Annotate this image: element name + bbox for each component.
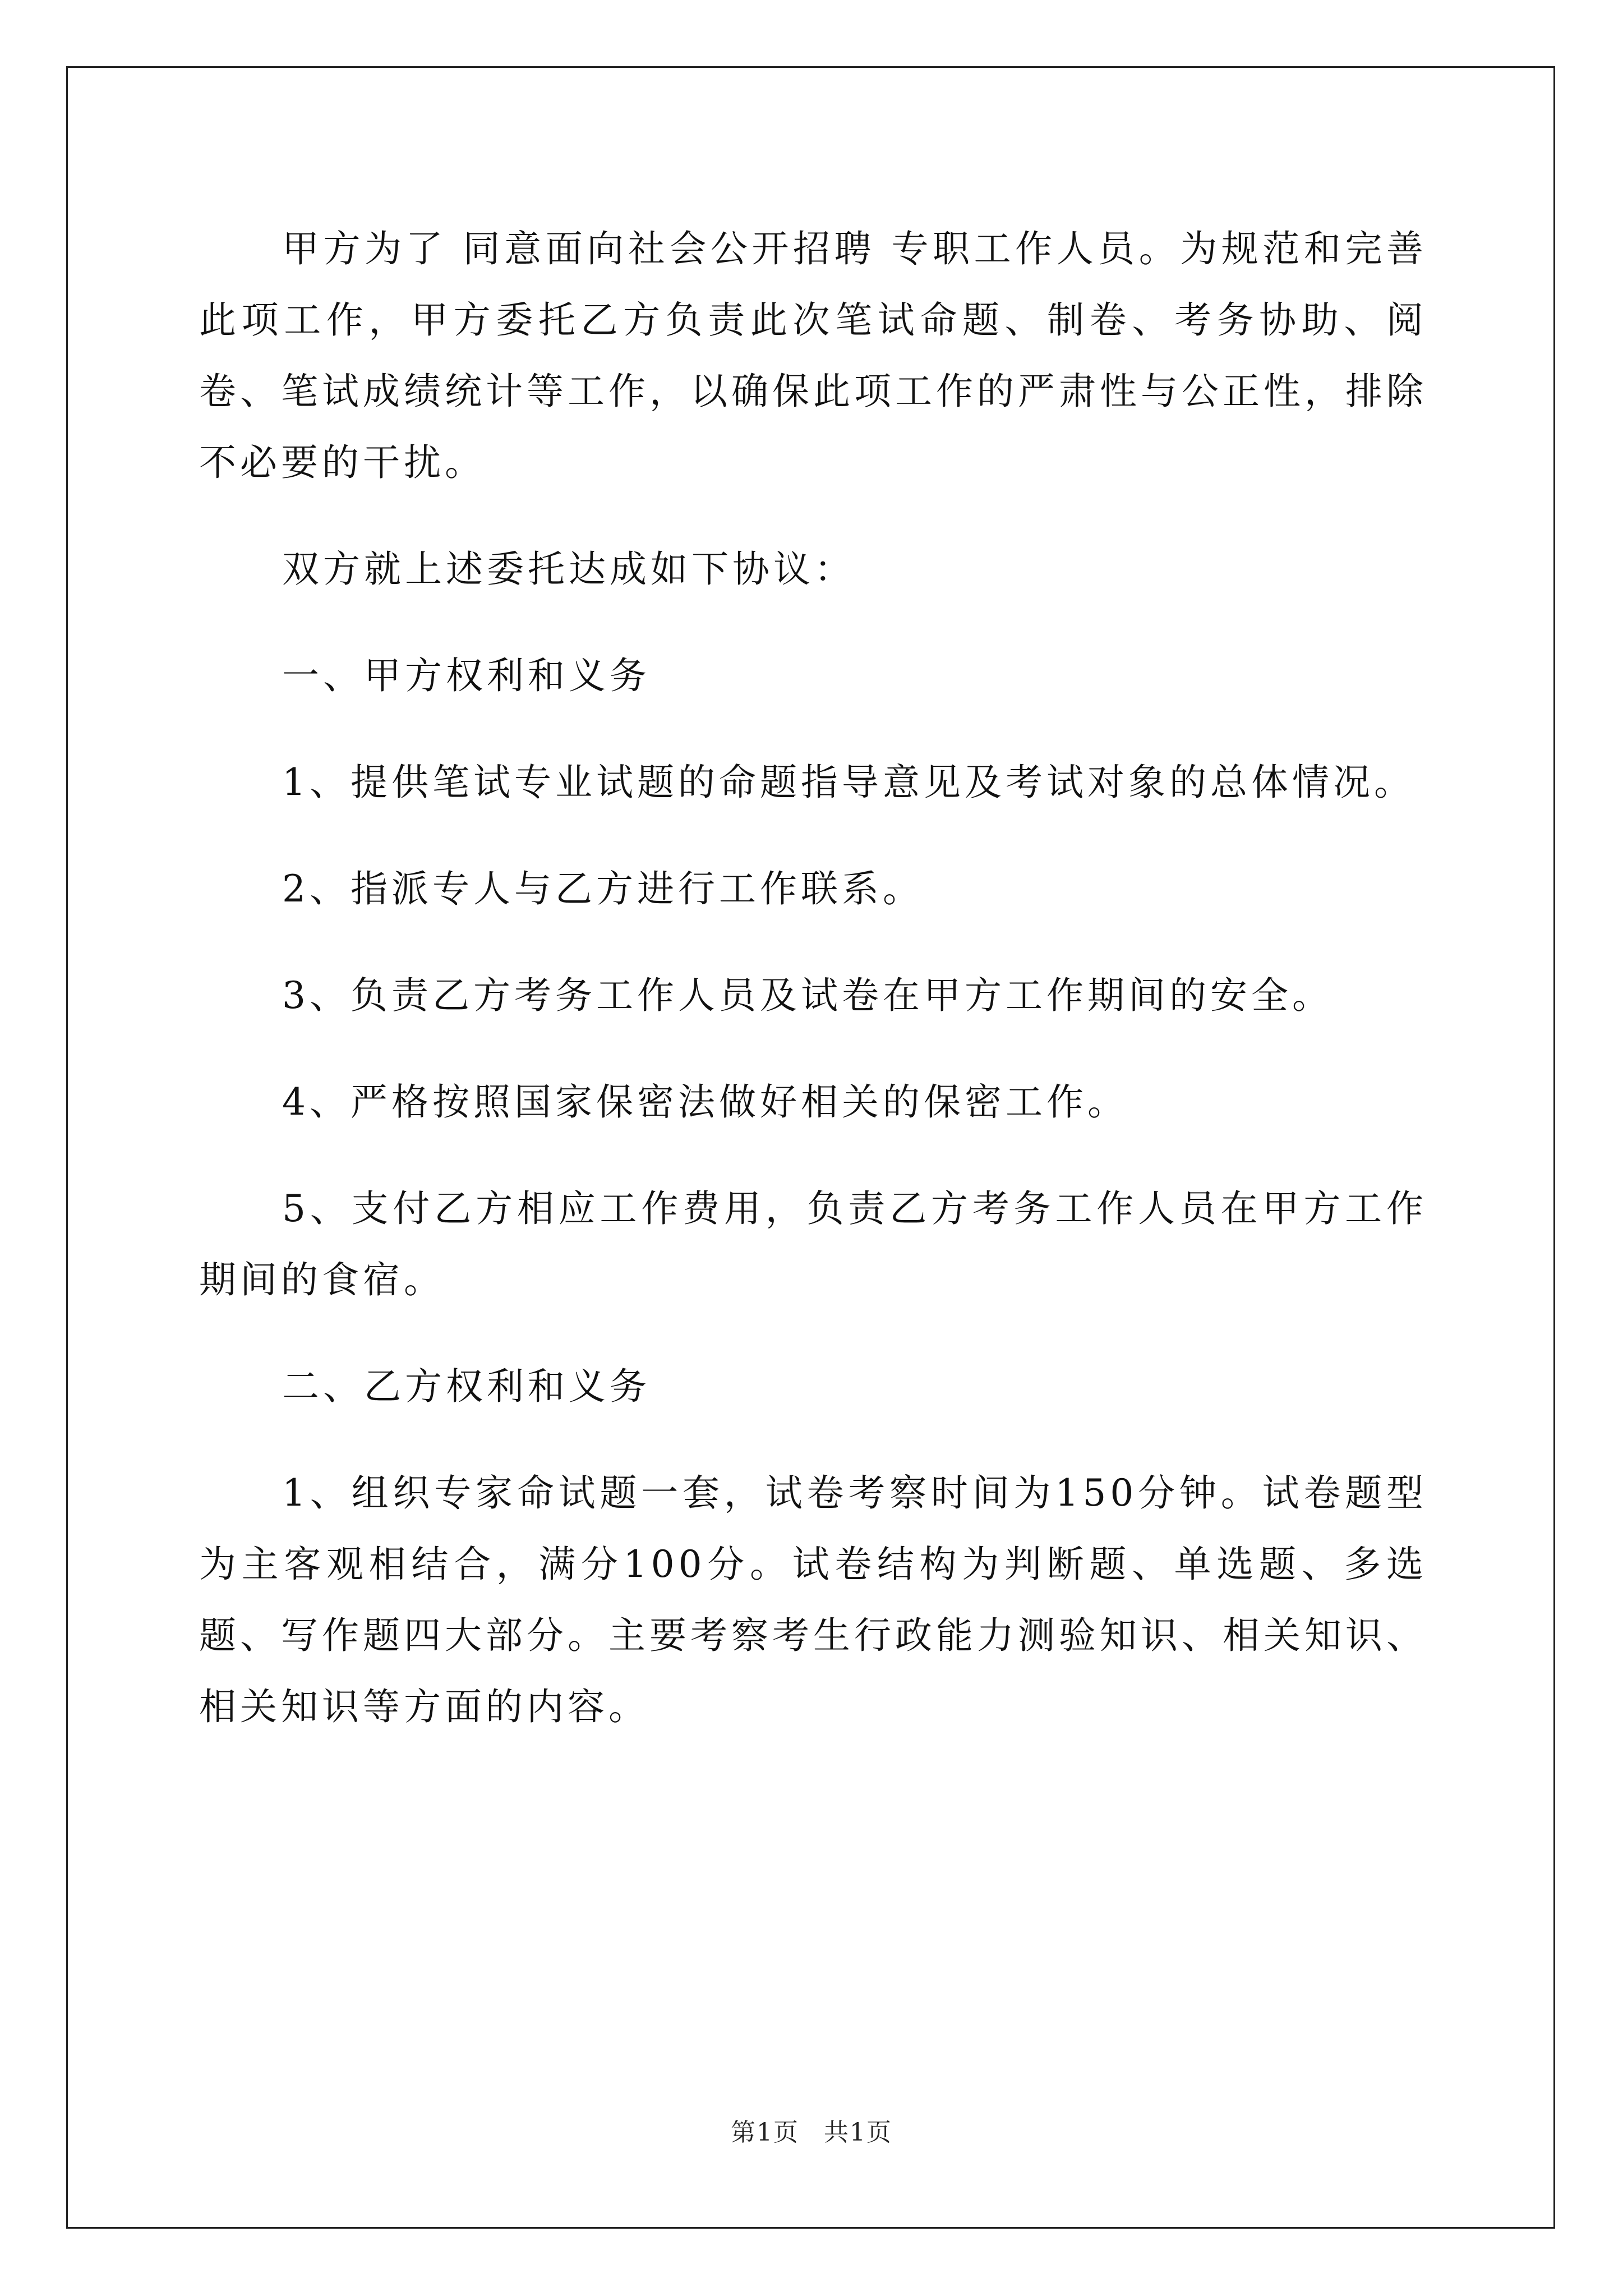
section-heading-party-b: 二、乙方权利和义务 bbox=[282, 1365, 651, 1408]
document-body bbox=[199, 213, 1427, 1778]
paragraph-intro: 甲方为了 同意面向社会公开招聘 专职工作人员。为规范和完善此项工作，甲方委托乙方负责此次笔试命题、制卷、考务协助、阅卷、笔试成绩统计等工作，以确保此项工作的严肃性与公正性，排除不必要的干扰。 bbox=[199, 227, 1427, 484]
party-b-item-1: 1、组织专家命试题一套，试卷考察时间为150分钟。试卷题型为主客观相结合，满分100分。试卷结构为判断题、单选题、多选题、写作题四大部分。主要考察考生行政能力测验知识、相关知识、相关知识等方面的内容。 bbox=[199, 1471, 1427, 1728]
section-heading-party-a: 一、甲方权利和义务 bbox=[282, 654, 651, 697]
page-number-current: 第1页 bbox=[731, 2118, 799, 2147]
party-a-item-4: 4、严格按照国家保密法做好相关的保密工作。 bbox=[282, 1080, 1128, 1124]
page-footer bbox=[0, 2112, 1623, 2148]
party-a-item-5: 5、支付乙方相应工作费用，负责乙方考务工作人员在甲方工作期间的食宿。 bbox=[199, 1187, 1427, 1301]
party-a-item-1: 1、提供笔试专业试题的命题指导意见及考试对象的总体情况。 bbox=[282, 761, 1415, 804]
party-a-item-3: 3、负责乙方考务工作人员及试卷在甲方工作期间的安全。 bbox=[282, 974, 1333, 1017]
page-number-total: 共1页 bbox=[824, 2118, 892, 2147]
paragraph-agreement-lead: 双方就上述委托达成如下协议： bbox=[282, 547, 855, 591]
party-a-item-2: 2、指派专人与乙方进行工作联系。 bbox=[282, 867, 924, 910]
